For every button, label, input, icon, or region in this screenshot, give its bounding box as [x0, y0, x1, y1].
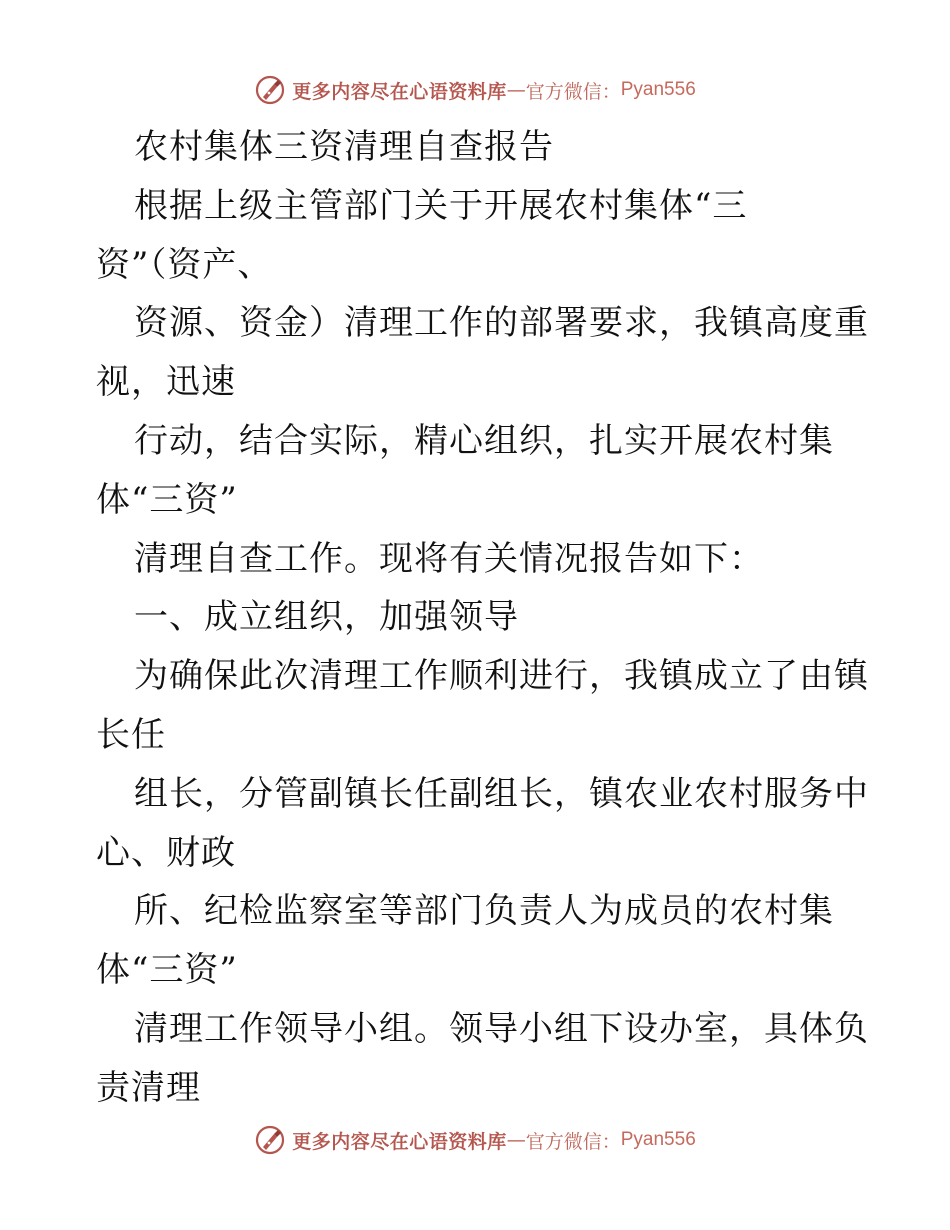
paragraph-line: 长任 — [96, 714, 166, 755]
pen-nib-logo-icon — [254, 74, 286, 106]
paragraph-line: 心、财政 — [96, 832, 236, 873]
paragraph-line: 视，迅速 — [96, 362, 236, 403]
wechat-id: Pyan556 — [620, 79, 696, 100]
site-name: 更多内容尽在心语资料库 — [292, 80, 507, 103]
wechat-label: 官方微信： — [525, 80, 621, 103]
paragraph-line: 组长，分管副镇长任副组长，镇农业农村服务中 — [134, 773, 869, 814]
pen-nib-logo-icon — [254, 1124, 286, 1156]
footer-watermark — [0, 1120, 950, 1160]
header-watermark-content — [254, 74, 696, 106]
paragraph-line: 资源、资金）清理工作的部署要求，我镇高度重 — [134, 303, 869, 344]
paragraph-line: 清理自查工作。现将有关情况报告如下： — [134, 538, 764, 579]
paragraph-line: 所、纪检监察室等部门负责人为成员的农村集 — [134, 891, 834, 932]
banner-dash: — — [506, 1129, 526, 1151]
wechat-id: Pyan556 — [620, 1129, 696, 1150]
paragraph-line: 行动，结合实际，精心组织，扎实开展农村集 — [134, 420, 834, 461]
paragraph-line: 责清理 — [96, 1067, 201, 1108]
paragraph-line: 体“三资” — [96, 479, 238, 520]
header-watermark — [0, 70, 950, 110]
paragraph-line: 资”（资产、 — [96, 244, 273, 285]
footer-watermark-content — [254, 1124, 696, 1156]
banner-dash: — — [506, 79, 526, 101]
paragraph-line: 根据上级主管部门关于开展农村集体“三 — [134, 185, 748, 226]
site-name: 更多内容尽在心语资料库 — [292, 1130, 507, 1153]
document-title: 农村集体三资清理自查报告 — [134, 127, 554, 167]
section-heading: 一、成立组织，加强领导 — [134, 597, 519, 638]
wechat-label: 官方微信： — [525, 1130, 621, 1153]
paragraph-line: 体“三资” — [96, 950, 238, 991]
paragraph-line: 清理工作领导小组。领导小组下设办室，具体负 — [134, 1008, 869, 1049]
paragraph-line: 为确保此次清理工作顺利进行，我镇成立了由镇 — [134, 656, 869, 697]
document-body — [96, 118, 869, 1118]
